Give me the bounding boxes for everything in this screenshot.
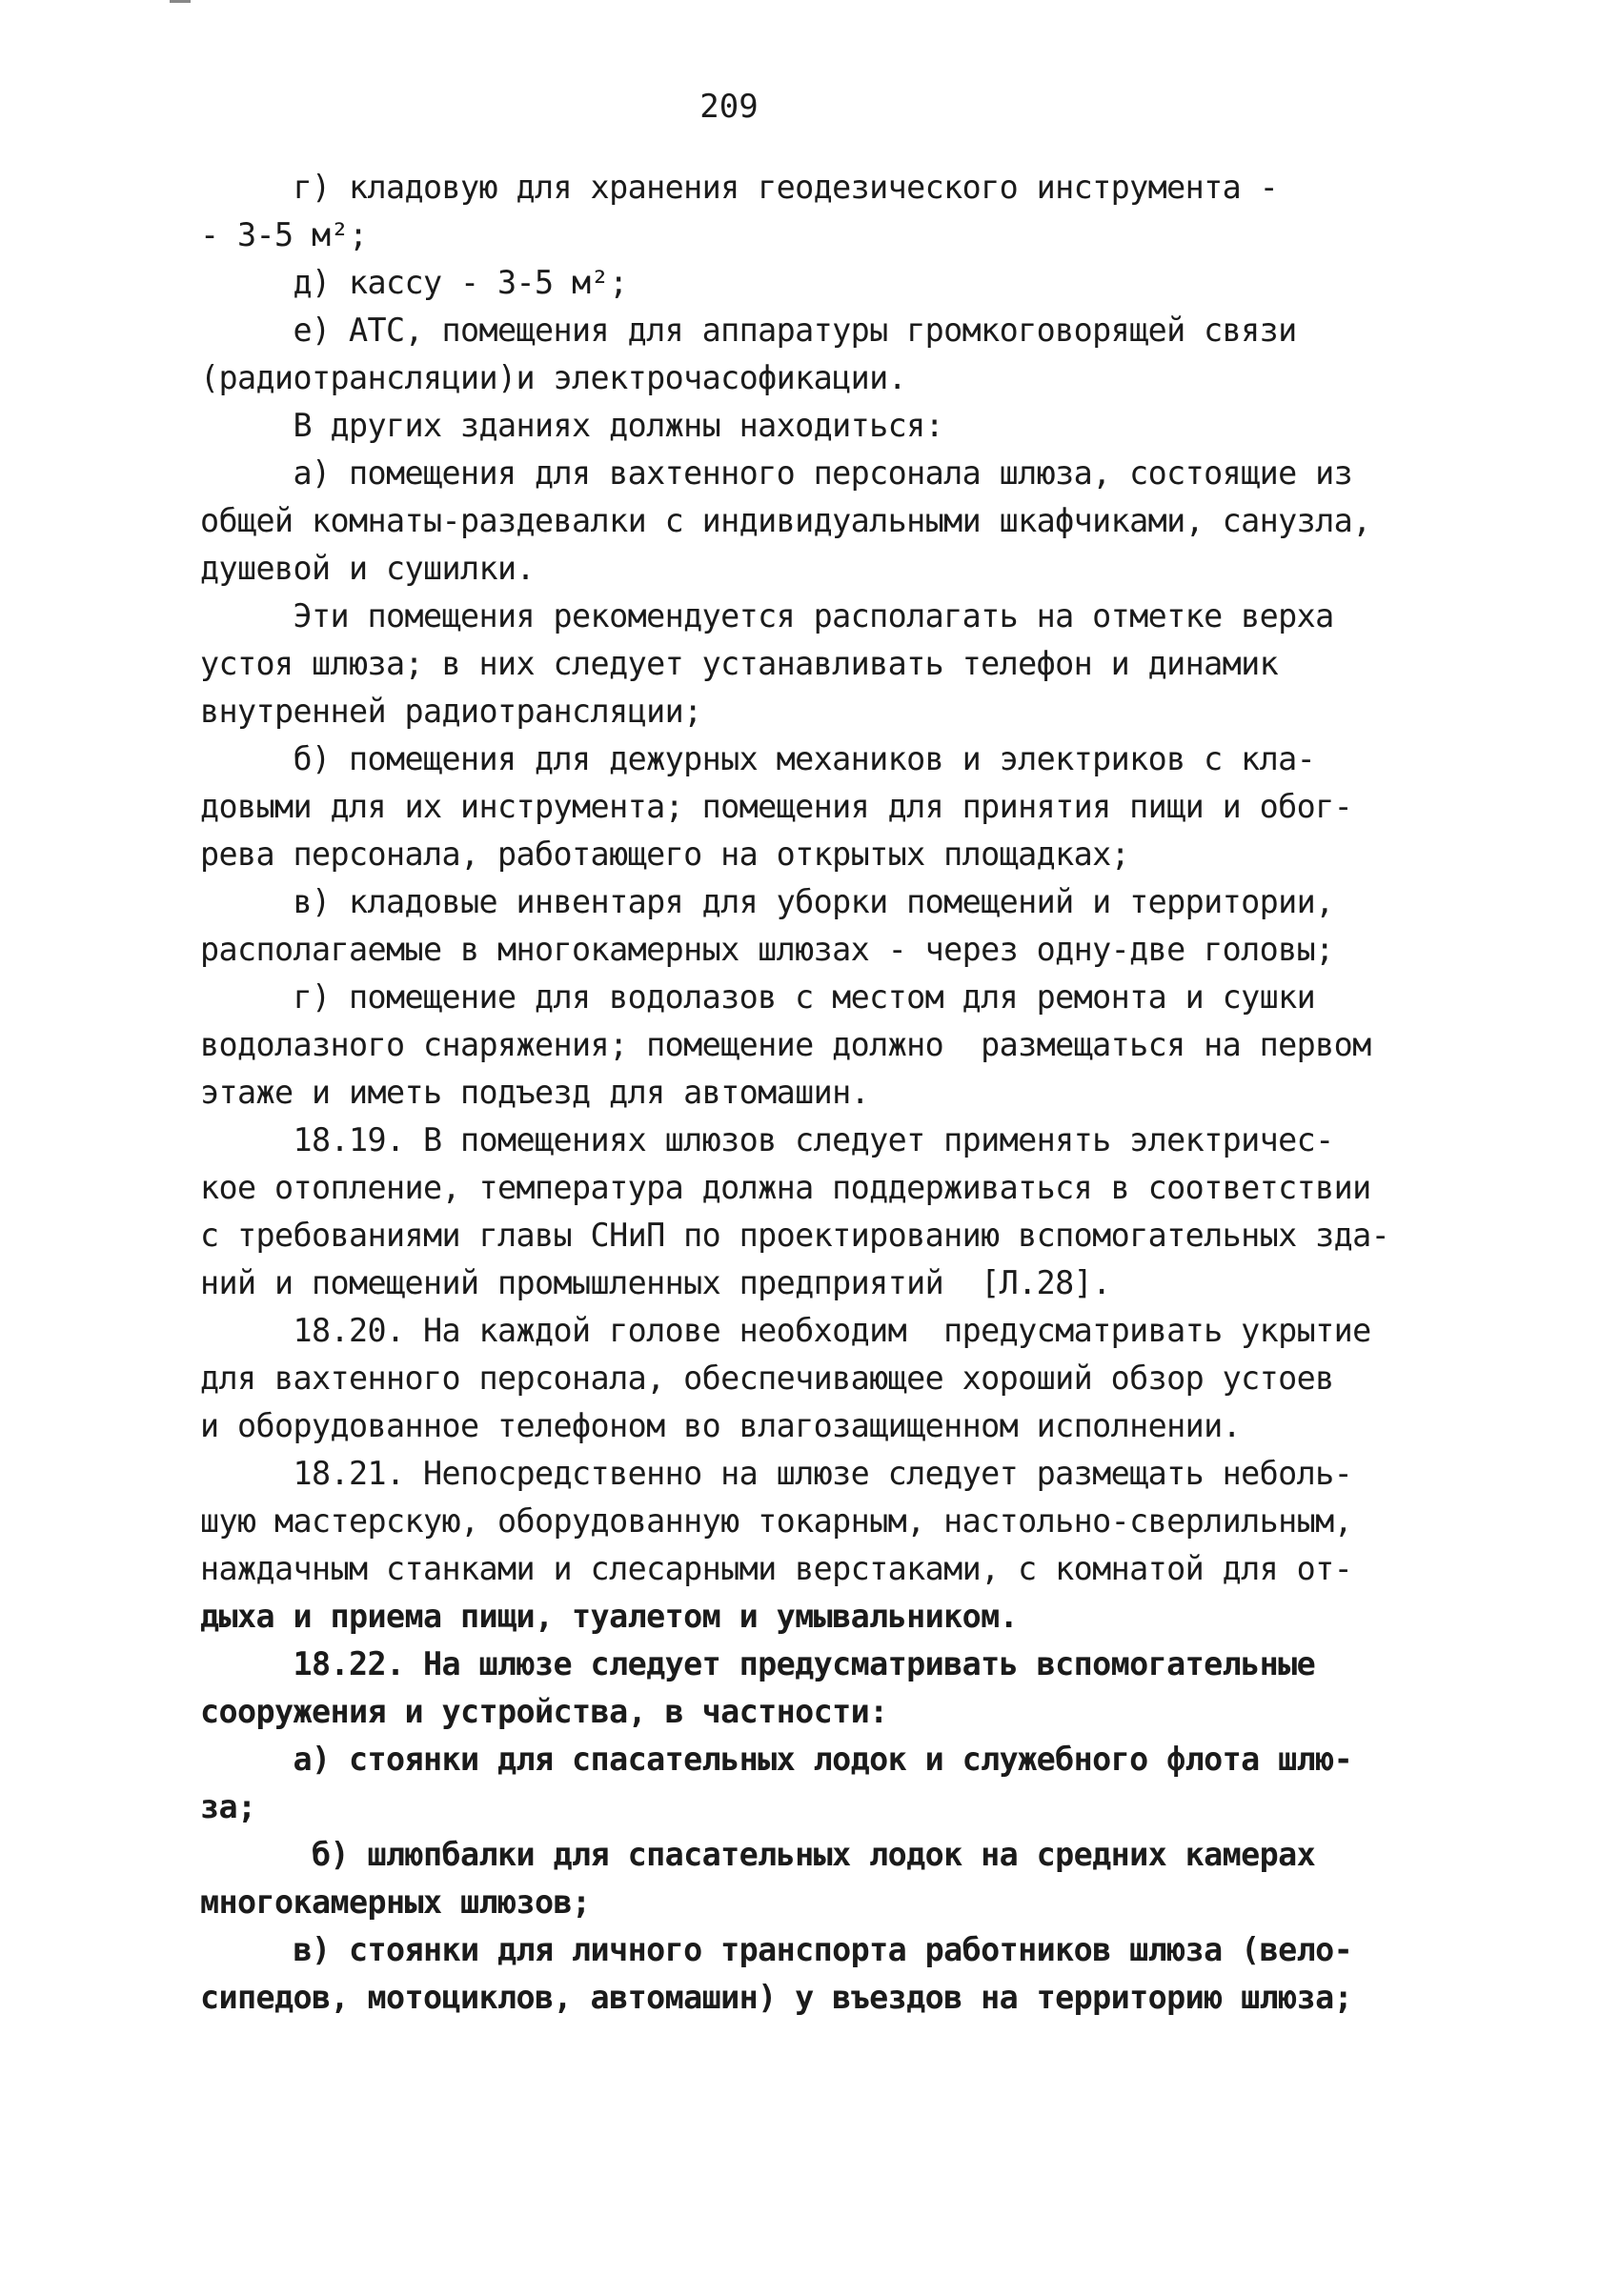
text-line: водолазного снаряжения; помещение должно размещаться на первом	[200, 1026, 1371, 1063]
text-line: 18.19. В помещениях шлюзов следует применять электричес-	[200, 1121, 1334, 1158]
text-line: Эти помещения рекомендуется располагать на отметке верха	[200, 597, 1334, 634]
text-line: устоя шлюза; в них следует устанавливать телефон и динамик	[200, 645, 1279, 682]
text-line: рева персонала, работающего на открытых площадках;	[200, 836, 1130, 873]
text-line: 18.21. Непосредственно на шлюзе следует размещать неболь-	[200, 1455, 1353, 1492]
text-line: этаже и иметь подъезд для автомашин.	[200, 1074, 870, 1111]
text-line: для вахтенного персонала, обеспечивающее хороший обзор устоев	[200, 1359, 1334, 1397]
text-line: г) помещение для водолазов с местом для ремонта и сушки	[200, 978, 1316, 1016]
scan-artifact	[170, 0, 191, 3]
text-line: 18.22. На шлюзе следует предусматривать вспомогательные	[200, 1645, 1316, 1682]
text-line: а) стоянки для спасательных лодок и служебного флота шлю-	[200, 1741, 1353, 1778]
text-line: многокамерных шлюзов;	[200, 1883, 591, 1921]
text-line: б) шлюпбалки для спасательных лодок на средних камерах	[200, 1836, 1316, 1873]
text-line: а) помещения для вахтенного персонала шлюза, состоящие из	[200, 454, 1353, 492]
text-line: в) стоянки для личного транспорта работников шлюза (вело-	[200, 1931, 1353, 1968]
text-line: кое отопление, температура должна поддерживаться в соответствии	[200, 1169, 1371, 1206]
text-line: ний и помещений промышленных предприятий [Л.28].	[200, 1264, 1111, 1301]
text-line: и оборудованное телефоном во влагозащищенном исполнении.	[200, 1407, 1242, 1444]
text-line: в) кладовые инвентаря для уборки помещений и территории,	[200, 883, 1334, 920]
text-line: сипедов, мотоциклов, автомашин) у въездов на территорию шлюза;	[200, 1979, 1353, 2016]
text-line: внутренней радиотрансляции;	[200, 693, 702, 730]
text-line: с требованиями главы СНиП по проектированию вспомогательных зда-	[200, 1217, 1390, 1254]
text-line: дыха и приема пищи, туалетом и умывальником.	[200, 1598, 1019, 1635]
text-line: В других зданиях должны находиться:	[200, 407, 944, 444]
text-line: за;	[200, 1788, 256, 1825]
text-line: (радиотрансляции)и электрочасофикации.	[200, 359, 907, 396]
page-number: 209	[699, 88, 759, 126]
text-line: 18.20. На каждой голове необходим предусматривать укрытие	[200, 1312, 1371, 1349]
text-line: е) АТС, помещения для аппаратуры громкоговорящей связи	[200, 312, 1297, 349]
text-line: душевой и сушилки.	[200, 550, 536, 587]
body-text	[200, 164, 1439, 2022]
text-line: располагаемые в многокамерных шлюзах - через одну-две головы;	[200, 931, 1334, 968]
text-line: г) кладовую для хранения геодезического инструмента -	[200, 169, 1279, 206]
text-line: общей комнаты-раздевалки с индивидуальными шкафчиками, санузла,	[200, 502, 1371, 539]
text-line: наждачным станками и слесарными верстаками, с комнатой для от-	[200, 1550, 1353, 1587]
text-line: - 3-5 м²;	[200, 216, 368, 253]
text-line: довыми для их инструмента; помещения для принятия пищи и обог-	[200, 788, 1353, 825]
text-line: шую мастерскую, оборудованную токарным, настольно-сверлильным,	[200, 1502, 1353, 1540]
text-line: сооружения и устройства, в частности:	[200, 1693, 888, 1730]
text-line: д) кассу - 3-5 м²;	[200, 264, 628, 301]
text-line: б) помещения для дежурных механиков и электриков с кла-	[200, 740, 1316, 777]
